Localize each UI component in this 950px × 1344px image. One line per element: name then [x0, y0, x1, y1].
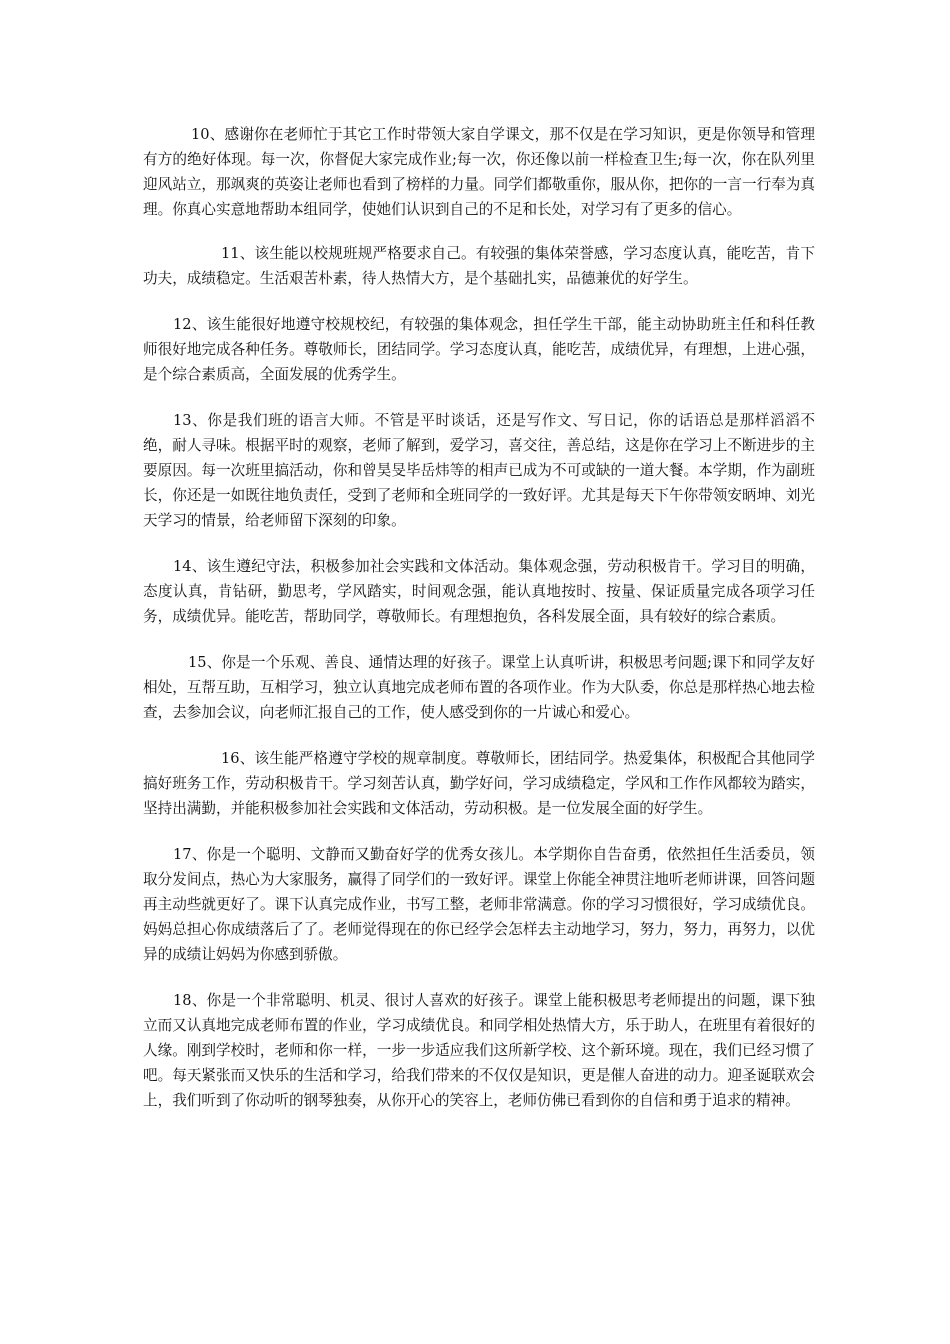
paragraph-14: 14、该生遵纪守法，积极参加社会实践和文体活动。集体观念强，劳动积极肯干。学习目的明确，态度认真，肯钻研，勤思考，学风踏实，时间观念强，能认真地按时、按量、保证质量完成各项学习任务，成绩优异。能吃苦，帮助同学，尊敬师长。有理想抱负，各科发展全面，具有较好的综合素质。: [143, 558, 815, 625]
paragraph-12: 12、该生能很好地遵守校规校纪，有较强的集体观念，担任学生干部，能主动协助班主任和科任教师很好地完成各种任务。尊敬师长，团结同学。学习态度认真，能吃苦，成绩优异，有理想，上进心强，是个综合素质高，全面发展的优秀学生。: [143, 316, 815, 383]
paragraph-18: 18、你是一个非常聪明、机灵、很讨人喜欢的好孩子。课堂上能积极思考老师提出的问题，课下独立而又认真地完成老师布置的作业，学习成绩优良。和同学相处热情大方，乐于助人，在班里有着很好的人缘。刚到学校时，老师和你一样，一步一步适应我们这所新学校、这个新环境。现在，我们已经习惯了吧。每天紧张而又快乐的生活和学习，给我们带来的不仅仅是知识，更是催人奋进的动力。迎圣诞联欢会上，我们听到了你动听的钢琴独奏，从你开心的笑容上，老师仿佛已看到你的自信和勇于追求的精神。: [143, 992, 815, 1109]
paragraph-11: 11、该生能以校规班规严格要求自己。有较强的集体荣誉感，学习态度认真，能吃苦，肯下功夫，成绩稳定。生活艰苦朴素，待人热情大方，是个基础扎实，品德兼优的好学生。: [143, 245, 815, 287]
paragraph-15: 15、你是一个乐观、善良、通情达理的好孩子。课堂上认真听讲，积极思考问题;课下和同学友好相处，互帮互助，互相学习，独立认真地完成老师布置的各项作业。作为大队委，你总是那样热心地去检查，去参加会议，向老师汇报自己的工作，使人感受到你的一片诚心和爱心。: [143, 654, 815, 721]
paragraph-10: 10、感谢你在老师忙于其它工作时带领大家自学课文，那不仅是在学习知识，更是你领导和管理有方的绝好体现。每一次，你督促大家完成作业;每一次，你还像以前一样检查卫生;每一次，你在队列里迎风站立，那飒爽的英姿让老师也看到了榜样的力量。同学们都敬重你，服从你，把你的一言一行奉为真理。你真心实意地帮助本组同学，使她们认识到自己的不足和长处，对学习有了更多的信心。: [143, 126, 815, 218]
document-body: [143, 122, 815, 1113]
paragraph-13: 13、你是我们班的语言大师。不管是平时谈话，还是写作文、写日记，你的话语总是那样滔滔不绝，耐人寻味。根据平时的观察，老师了解到，爱学习，喜交往，善总结，这是你在学习上不断进步的主要原因。每一次班里搞活动，你和曾昊旻毕岳炜等的相声已成为不可或缺的一道大餐。本学期，作为副班长，你还是一如既往地负责任，受到了老师和全班同学的一致好评。尤其是每天下午你带领安昞坤、刘光天学习的情景，给老师留下深刻的印象。: [143, 412, 815, 529]
paragraph-16: 16、该生能严格遵守学校的规章制度。尊敬师长，团结同学。热爱集体，积极配合其他同学搞好班务工作，劳动积极肯干。学习刻苦认真，勤学好问，学习成绩稳定，学风和工作作风都较为踏实，坚持出满勤，并能积极参加社会实践和文体活动，劳动积极。是一位发展全面的好学生。: [143, 750, 815, 817]
paragraph-17: 17、你是一个聪明、文静而又勤奋好学的优秀女孩儿。本学期你自告奋勇，依然担任生活委员，领取分发间点，热心为大家服务，赢得了同学们的一致好评。课堂上你能全神贯注地听老师讲课，回答问题再主动些就更好了。课下认真完成作业，书写工整，老师非常满意。你的学习习惯很好，学习成绩优良。妈妈总担心你成绩落后了了。老师觉得现在的你已经学会怎样去主动地学习，努力，努力，再努力，以优异的成绩让妈妈为你感到骄傲。: [143, 846, 815, 963]
